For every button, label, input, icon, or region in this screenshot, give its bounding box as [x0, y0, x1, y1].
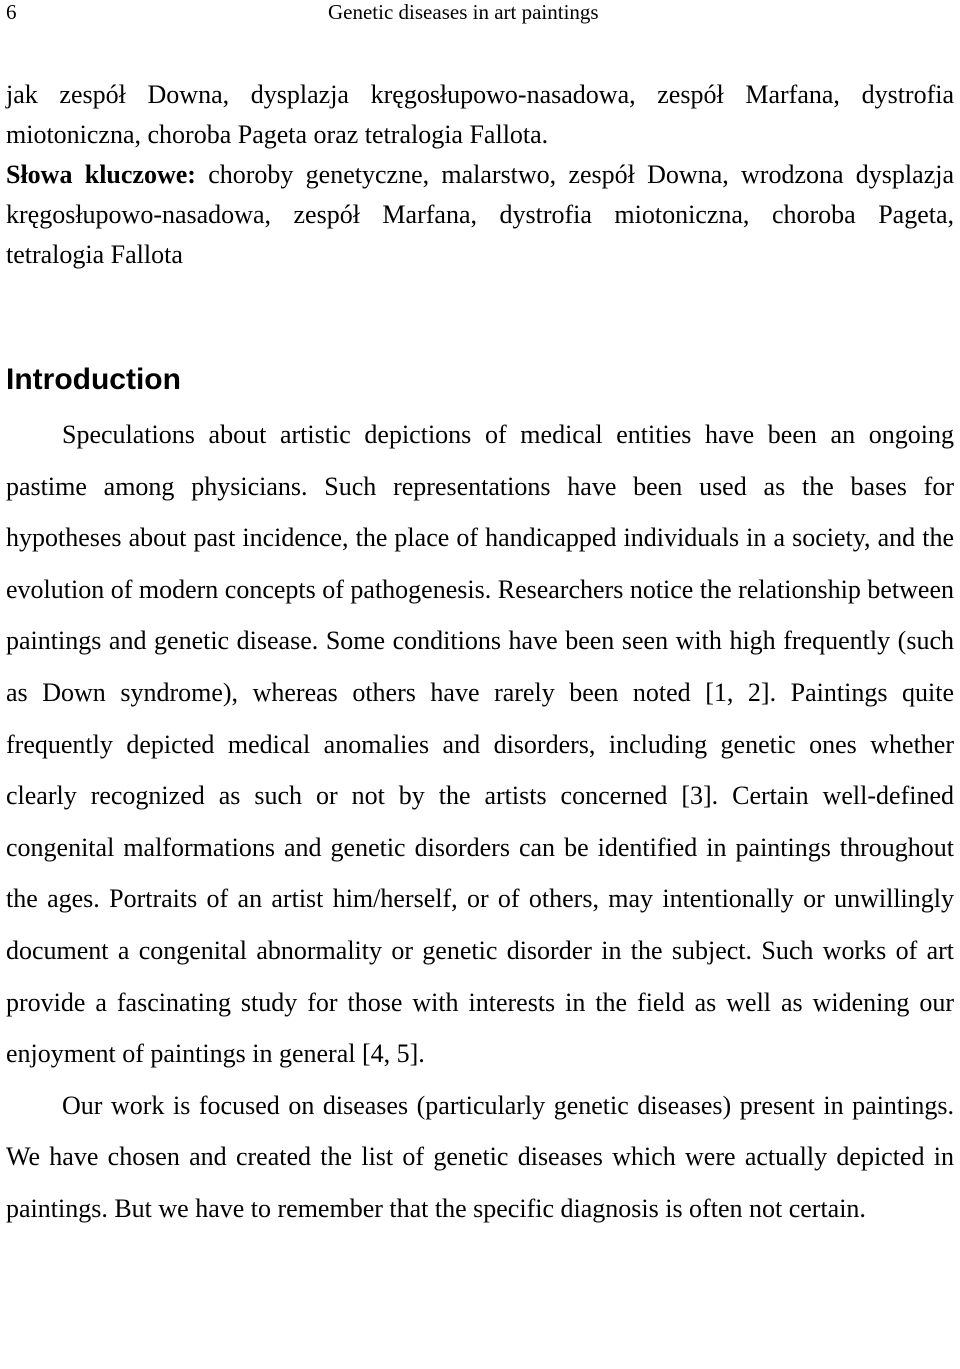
- keywords-text: choroby genetyczne, malarstwo, zespół Downa, wrodzona dysplazja kręgosłupowo-nasadowa, zespół Marfana, dystrofia miotoniczna, choroba Pageta, tetralogia Fallota: [6, 160, 954, 269]
- document-page: [6, 0, 954, 1235]
- running-title: Genetic diseases in art paintings: [328, 0, 599, 24]
- abstract-tail: jak zespół Downa, dysplazja kręgosłupowo-nasadowa, zespół Marfana, dystrofia miotoniczna, choroba Pageta oraz tetralogia Fallota.: [6, 80, 954, 149]
- body-paragraph: Speculations about artistic depictions of medical entities have been an ongoing pastime among physicians. Such representations have been used as the bases for hypotheses about past incidence, the place of handicapped individuals in a society, and the evolution of modern concepts of pathogenesis. Researchers notice the relationship between paintings and genetic disease. Some conditions have been seen with high frequently (such as Down syndrome), whereas others have rarely been noted [1, 2]. Paintings quite frequently depicted medical anomalies and disorders, including genetic ones whether clearly recognized as such or not by the artists concerned [3]. Certain well-defined congenital malformations and genetic disorders can be identified in paintings throughout the ages. Portraits of an artist him/herself, or of others, may intentionally or unwillingly document a congenital abnormality or genetic disorder in the subject. Such works of art provide a fascinating study for those with interests in the field as well as widening our enjoyment of paintings in general [4, 5].: [6, 420, 954, 1069]
- keywords-label: Słowa kluczowe:: [6, 160, 196, 189]
- page-number: 6: [6, 0, 17, 24]
- keywords: [6, 155, 954, 275]
- body-paragraph: Our work is focused on diseases (particularly genetic diseases) present in paintings. We have chosen and created the list of genetic diseases which were actually depicted in paintings. But we have to remember that the specific diagnosis is often not certain.: [6, 1090, 954, 1223]
- section-heading: Introduction: [6, 363, 181, 396]
- page-header: [6, 0, 954, 26]
